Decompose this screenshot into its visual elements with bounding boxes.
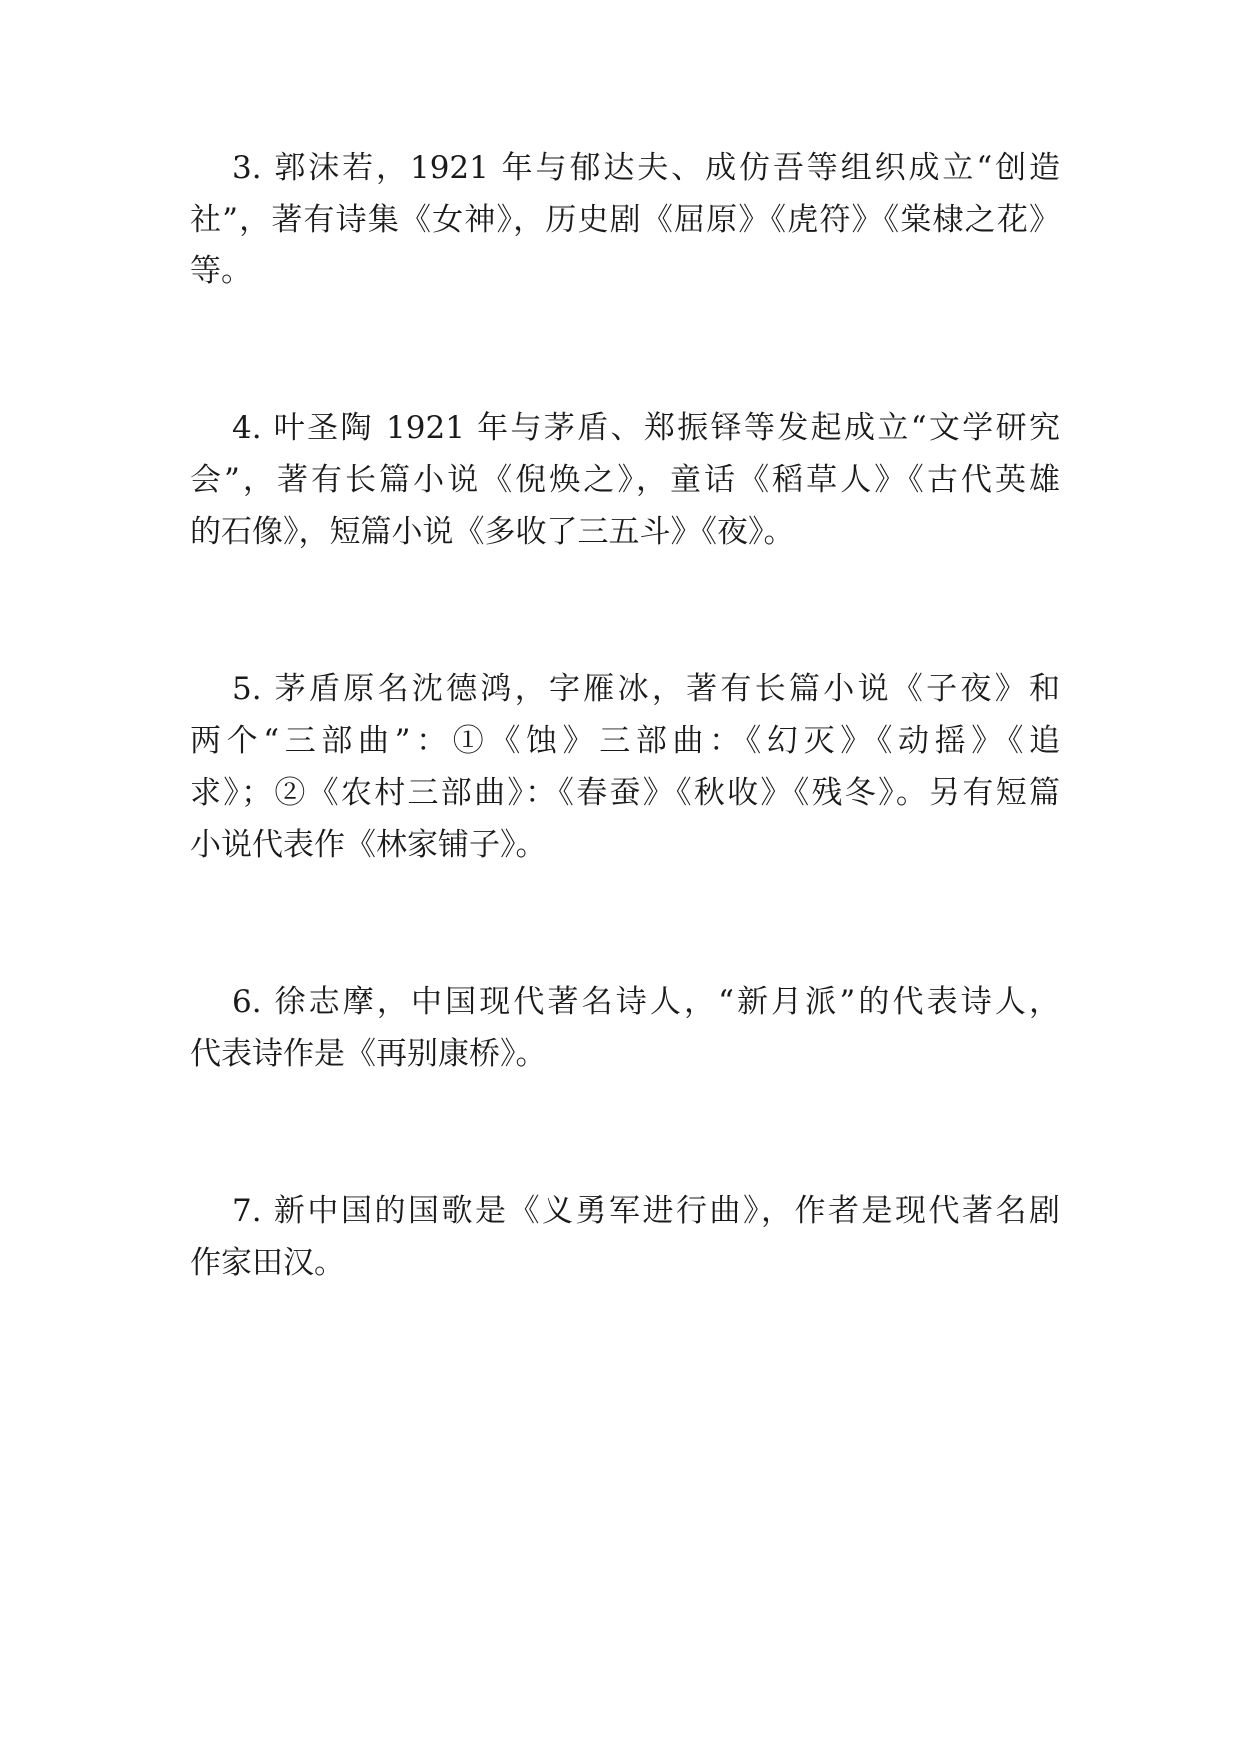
paragraph-line: 两个“三部曲”：①《蚀》三部曲：《幻灭》《动摇》《追 bbox=[190, 723, 1060, 759]
paragraph-line: 会”，著有长篇小说《倪焕之》，童话《稻草人》《古代英雄 bbox=[190, 462, 1060, 498]
paragraph-line: 小说代表作《林家铺子》。 bbox=[190, 827, 547, 863]
paragraph-line: 7. 新中国的国歌是《义勇军进行曲》，作者是现代著名剧 bbox=[232, 1193, 1060, 1229]
paragraph-line: 4. 叶圣陶 1921 年与茅盾、郑振铎等发起成立“文学研究 bbox=[232, 410, 1060, 446]
paragraph-line: 作家田汉。 bbox=[190, 1245, 345, 1281]
paragraph-line: 的石像》，短篇小说《多收了三五斗》《夜》。 bbox=[190, 514, 795, 550]
paragraph-line: 等。 bbox=[190, 253, 252, 289]
paragraph-line: 6. 徐志摩，中国现代著名诗人，“新月派”的代表诗人， bbox=[232, 984, 1060, 1020]
paragraph-line: 5. 茅盾原名沈德鸿，字雁冰，著有长篇小说《子夜》和 bbox=[232, 671, 1060, 707]
paragraph-line: 社”，著有诗集《女神》，历史剧《屈原》《虎符》《棠棣之花》 bbox=[190, 202, 1060, 238]
paragraph-line: 代表诗作是《再别康桥》。 bbox=[190, 1036, 547, 1072]
paragraph-line: 3. 郭沫若，1921 年与郁达夫、成仿吾等组织成立“创造 bbox=[232, 150, 1060, 186]
paragraph-line: 求》；②《农村三部曲》：《春蚕》《秋收》《残冬》。另有短篇 bbox=[190, 775, 1060, 811]
